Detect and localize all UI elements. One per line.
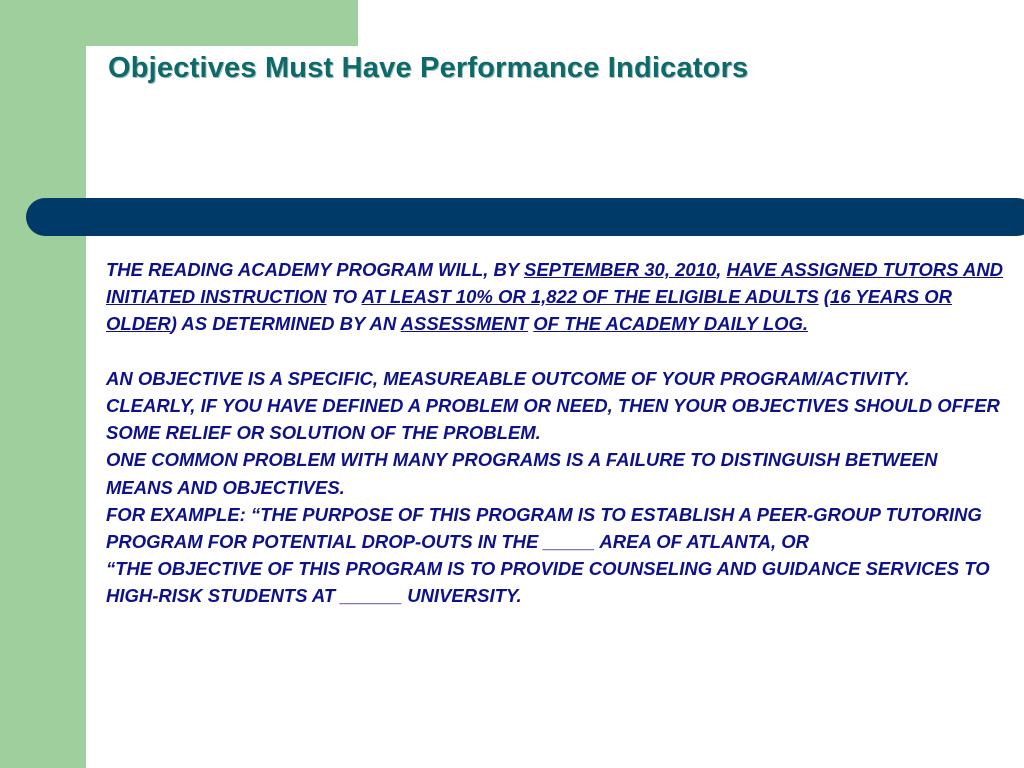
objective-example (106, 256, 1006, 338)
target-text: AT LEAST 10% OR 1,822 OF THE ELIGIBLE ADULTS (361, 286, 819, 308)
source-text: OF THE ACADEMY DAILY LOG. (533, 313, 809, 335)
top-accent-bar (86, 0, 358, 46)
slide-body (106, 256, 1006, 610)
paragraph: AN OBJECTIVE IS A SPECIFIC, MEASUREABLE OUTCOME OF YOUR PROGRAM/ACTIVITY. (106, 367, 910, 389)
text-segment: , (716, 259, 727, 280)
text-segment: THE READING ACADEMY PROGRAM WILL, BY (106, 259, 524, 280)
text-segment: TO (326, 286, 362, 308)
paragraph-gap (106, 338, 1006, 365)
activity-text: HAVE ASSIGNED TUTORS AND INITIATED INSTRUCTION (106, 259, 1004, 308)
paragraph: FOR EXAMPLE: “THE PURPOSE OF THIS PROGRAM IS TO ESTABLISH A PEER-GROUP TUTORING PROGRAM FOR POTENTIAL DROP-OUTS IN THE _____ AREA OF ATLANTA, OR (106, 503, 982, 553)
left-accent-bar (0, 0, 86, 768)
paragraph: ONE COMMON PROBLEM WITH MANY PROGRAMS IS A FAILURE TO DISTINGUISH BETWEEN MEANS AND OBJECTIVES. (106, 449, 938, 498)
text-segment: ) AS DETERMINED BY AN (170, 313, 401, 335)
paragraph: “THE OBJECTIVE OF THIS PROGRAM IS TO PROVIDE COUNSELING AND GUIDANCE SERVICES TO HIGH-RISK STUDENTS AT ______ UNIVERSITY. (106, 558, 990, 607)
paragraph: CLEARLY, IF YOU HAVE DEFINED A PROBLEM OR NEED, THEN YOUR OBJECTIVES SHOULD OFFER SOME RELIEF OR SOLUTION OF THE PROBLEM. (106, 395, 1000, 444)
deadline-text: SEPTEMBER 30, 2010 (523, 259, 717, 280)
text-segment: ( (818, 286, 830, 308)
divider-bar (26, 198, 1024, 236)
slide-title: Objectives Must Have Performance Indicators (108, 52, 749, 84)
age-text: 16 YEARS OR OLDER (106, 286, 952, 335)
assessment-text: ASSESSMENT (400, 313, 529, 335)
